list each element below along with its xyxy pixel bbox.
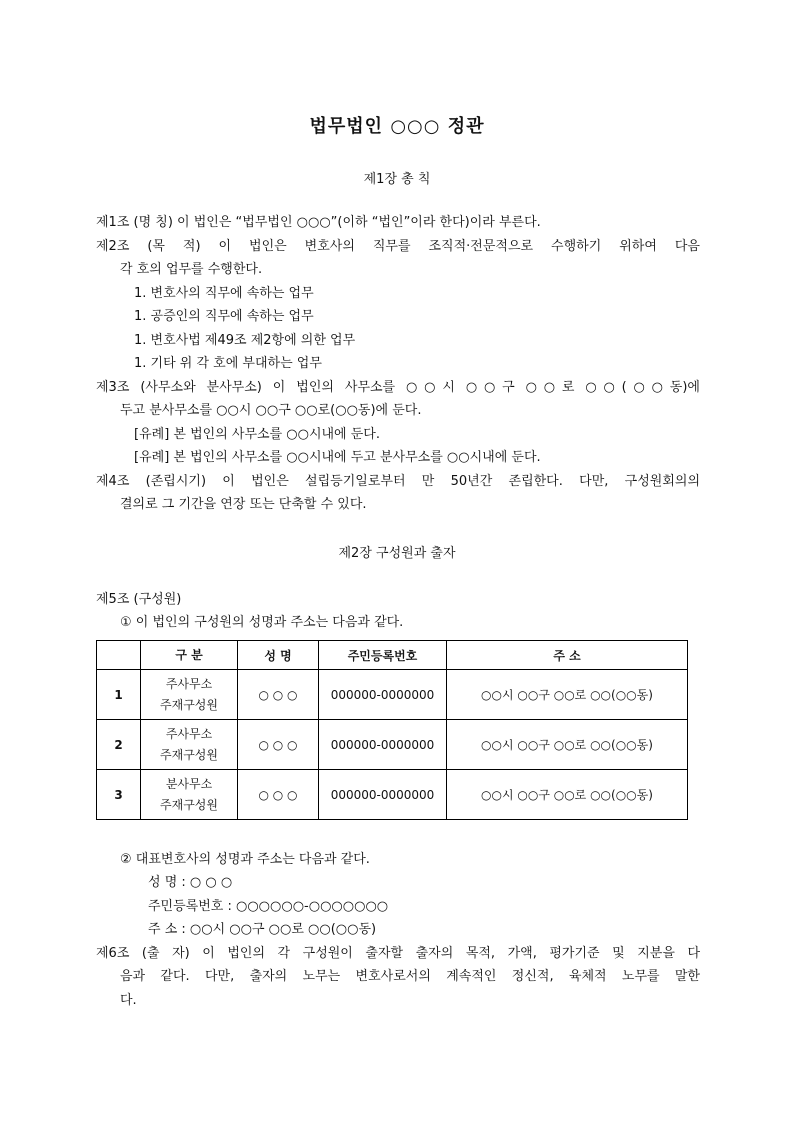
row-division (141, 770, 238, 820)
article5-para1: ① 이 법인의 구성원의 성명과 주소는 다음과 같다. (120, 615, 404, 630)
article2-item: 1. 변호사의 직무에 속하는 업무 (134, 286, 314, 301)
row-address: ○○시 ○○구 ○○로 ○○(○○동) (447, 720, 688, 770)
article6-line2: 음과 같다. 다만, 출자의 노무는 변호사로서의 계속적인 정신적, 육체적 노무를 말한 (120, 969, 700, 984)
article4-line2: 결의로 그 기간을 연장 또는 단축할 수 있다. (120, 497, 367, 512)
header-cell-address: 주 소 (447, 641, 688, 670)
article5-para2: ② 대표변호사의 성명과 주소는 다음과 같다. (120, 852, 370, 867)
division-office: 주사무소 (165, 676, 213, 691)
article1-text: 제1조 (명 칭) 이 법인은 “법무법인 ○○○”(이하 “법인”이라 한다)이라 부른다. (96, 215, 541, 230)
table-row (97, 670, 688, 720)
row-name: ○ ○ ○ (238, 720, 319, 770)
header-cell-name: 성 명 (238, 641, 319, 670)
article5-heading: 제5조 (구성원) (96, 592, 182, 607)
row-rrn: 000000-0000000 (319, 720, 447, 770)
division-role: 주재구성원 (160, 797, 218, 812)
division-office: 분사무소 (165, 776, 213, 791)
row-number: 1 (97, 670, 141, 720)
row-address: ○○시 ○○구 ○○로 ○○(○○동) (447, 670, 688, 720)
article3-line1: 제3조 (사무소와 분사무소) 이 법인의 사무소를 ○○시 ○○구 ○○로 ○○(○○동)에 (96, 380, 700, 395)
division-role: 주재구성원 (160, 697, 218, 712)
header-cell-no (97, 641, 141, 670)
division-office: 주사무소 (165, 726, 213, 741)
members-table (96, 640, 688, 820)
chapter1-heading: 제1장 총 칙 (363, 172, 431, 187)
row-number: 3 (97, 770, 141, 820)
header-cell-division: 구 분 (141, 641, 238, 670)
representative-name: 성 명 : ○ ○ ○ (148, 875, 233, 890)
table-header-row (97, 641, 688, 670)
article3-line2: 두고 분사무소를 ○○시 ○○구 ○○로(○○동)에 둔다. (120, 403, 422, 418)
row-division (141, 670, 238, 720)
article2-item: 1. 변호사법 제49조 제2항에 의한 업무 (134, 333, 356, 348)
article6-line3: 다. (120, 993, 137, 1008)
article3-example2: [유례] 본 법인의 사무소를 ○○시내에 두고 분사무소를 ○○시내에 둔다. (134, 450, 541, 465)
representative-rrn: 주민등록번호 : ○○○○○○-○○○○○○○ (148, 899, 389, 914)
article3-example1: [유례] 본 법인의 사무소를 ○○시내에 둔다. (134, 427, 380, 442)
row-address: ○○시 ○○구 ○○로 ○○(○○동) (447, 770, 688, 820)
article6-line1: 제6조 (출 자) 이 법인의 각 구성원이 출자할 출자의 목적, 가액, 평가기준 및 지분을 다 (96, 946, 700, 961)
article2-line2: 각 호의 업무를 수행한다. (120, 262, 263, 277)
table-row (97, 720, 688, 770)
article4-line1: 제4조 (존립시기) 이 법인은 설립등기일로부터 만 50년간 존립한다. 다만, 구성원회의의 (96, 474, 700, 489)
row-rrn: 000000-0000000 (319, 670, 447, 720)
row-rrn: 000000-0000000 (319, 770, 447, 820)
chapter2-heading: 제2장 구성원과 출자 (338, 546, 456, 561)
row-division (141, 720, 238, 770)
article2-line1: 제2조 (목 적) 이 법인은 변호사의 직무를 조직적·전문적으로 수행하기 위하여 다음 (96, 239, 700, 254)
document-title: 법무법인 ○○○ 정관 (309, 116, 485, 137)
row-number: 2 (97, 720, 141, 770)
article2-item: 1. 공증인의 직무에 속하는 업무 (134, 309, 314, 324)
row-name: ○ ○ ○ (238, 670, 319, 720)
division-role: 주재구성원 (160, 747, 218, 762)
row-name: ○ ○ ○ (238, 770, 319, 820)
table-row (97, 770, 688, 820)
representative-address: 주 소 : ○○시 ○○구 ○○로 ○○(○○동) (148, 922, 377, 937)
article2-item: 1. 기타 위 각 호에 부대하는 업무 (134, 356, 322, 371)
header-cell-rrn: 주민등록번호 (319, 641, 447, 670)
